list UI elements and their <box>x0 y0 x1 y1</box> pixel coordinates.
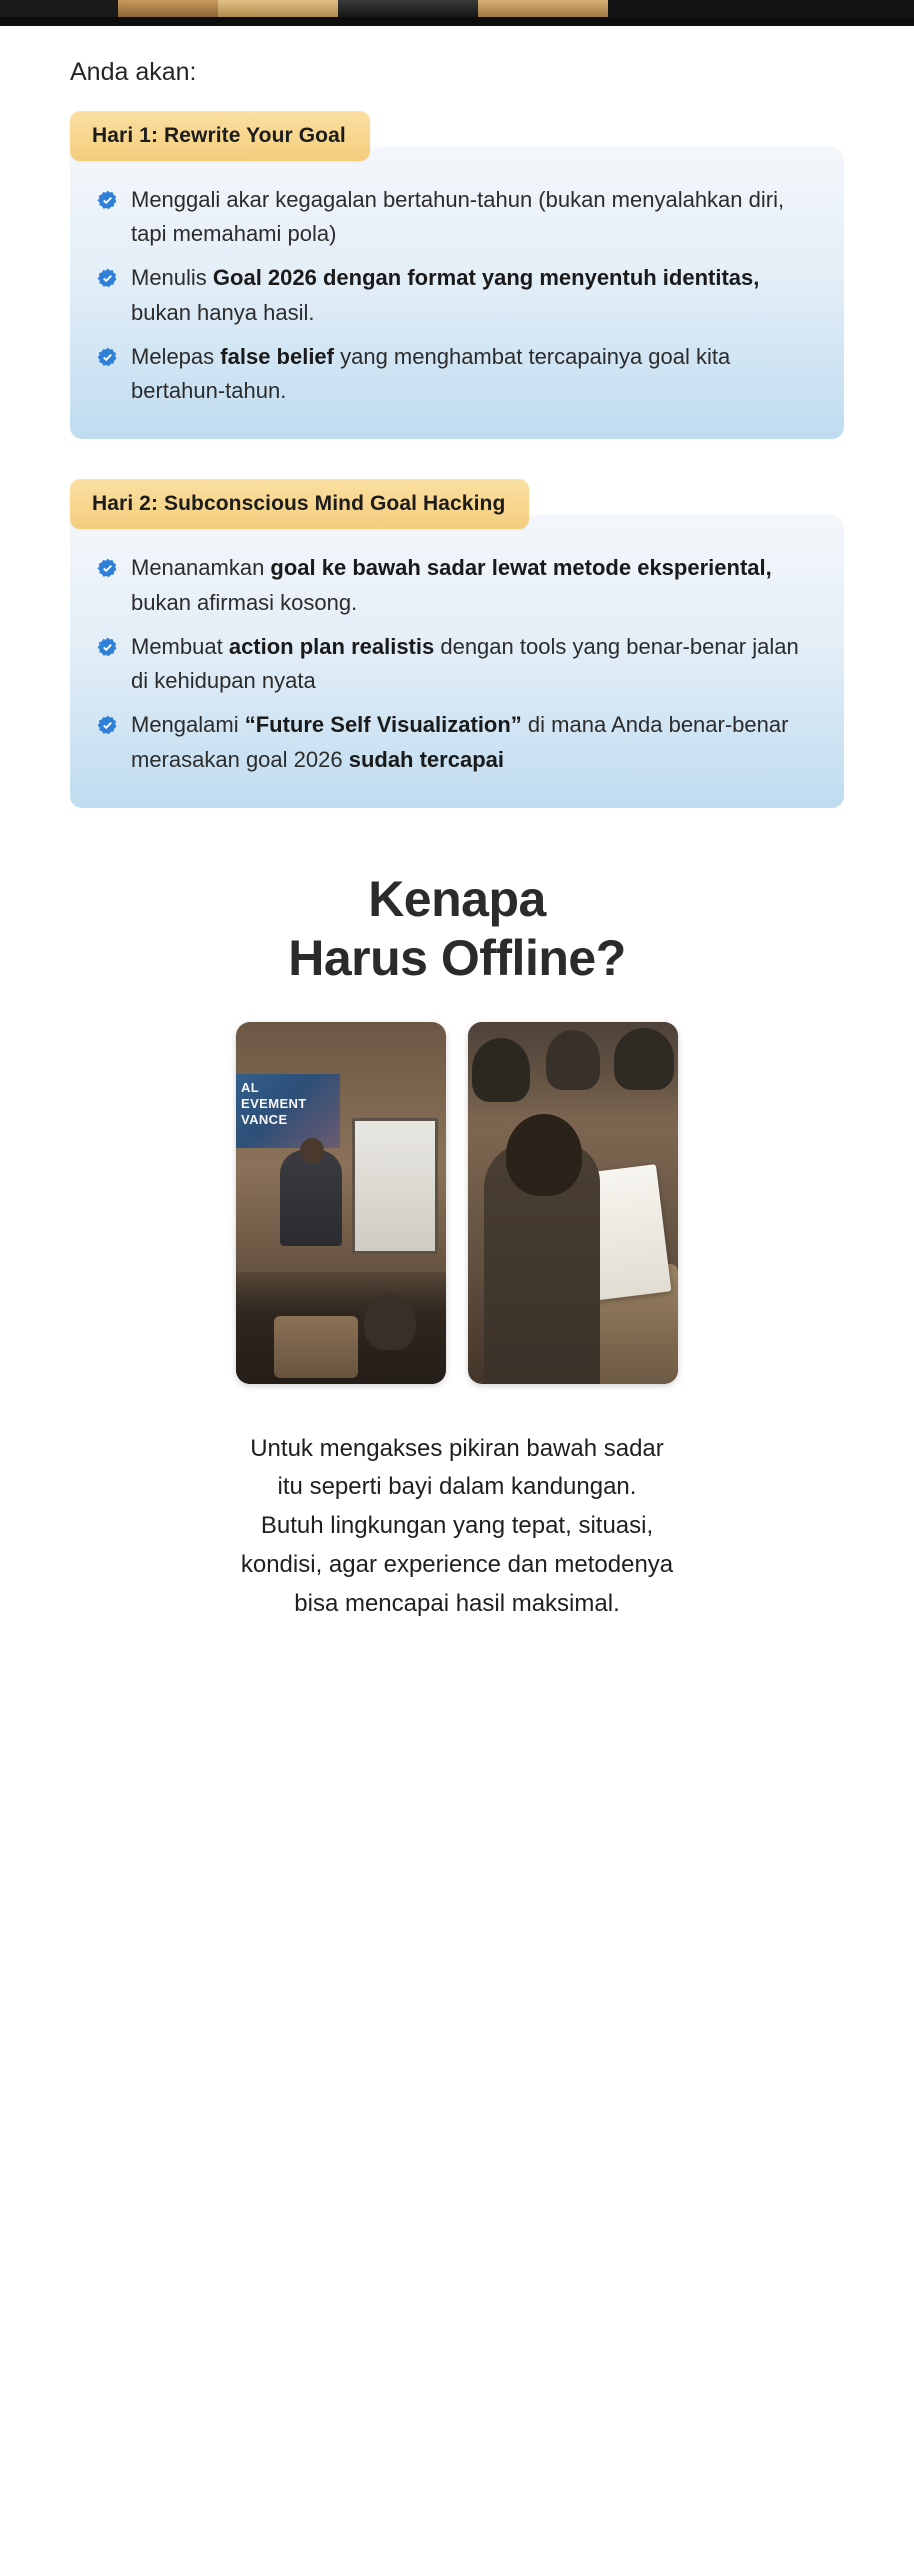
day-card-2 <box>70 515 844 808</box>
list-item <box>96 551 818 621</box>
strip-segment-6 <box>608 0 914 17</box>
photo-gallery <box>70 1022 844 1384</box>
headline-line-1: Kenapa <box>368 870 546 927</box>
closing-line-4: kondisi, agar experience dan metodenya <box>240 1551 674 1579</box>
closing-line-5: bisa mencapai hasil maksimal. <box>294 1590 620 1617</box>
strip-segment-3 <box>218 0 338 17</box>
strip-divider <box>0 17 914 26</box>
attendee-head <box>506 1114 582 1196</box>
projector-screen <box>352 1118 438 1254</box>
day-block-2 <box>70 479 844 808</box>
chair-foreground <box>274 1316 358 1378</box>
speaker-body <box>280 1150 342 1246</box>
bullet-text: Menanamkan goal ke bawah sadar lewat metode eksperiental, bukan afirmasi kosong. <box>131 555 772 615</box>
day-block-1 <box>70 111 844 440</box>
banner-line-2: EVEMENT <box>241 1095 307 1111</box>
background-person-1 <box>472 1038 530 1102</box>
background-person-2 <box>546 1030 600 1090</box>
bullet-text: Melepas false belief yang menghambat tercapainya goal kita bertahun-tahun. <box>131 343 731 404</box>
check-badge-icon <box>96 346 119 369</box>
day-badge-1: Hari 1: Rewrite Your Goal <box>70 111 370 161</box>
bullet-text: Menulis Goal 2026 dengan format yang menyentuh identitas, bukan hanya hasil. <box>131 265 760 325</box>
day-badge-2: Hari 2: Subconscious Mind Goal Hacking <box>70 479 529 529</box>
stage-banner <box>236 1074 340 1148</box>
bullet-text: Mengalami “Future Self Visualization” di mana Anda benar-benar merasakan goal 2026 sudah tercapai <box>131 712 789 772</box>
list-item <box>96 261 818 331</box>
bullet-text: Menggali akar kegagalan bertahun-tahun (bukan menyalahkan diri, tapi memahami pola) <box>131 186 785 247</box>
day-2-bullet-list <box>96 551 818 778</box>
stage-banner-text <box>236 1074 340 1135</box>
banner-line-3: VANCE <box>241 1112 288 1127</box>
list-item <box>96 630 818 700</box>
intro-lead-text: Anda akan: <box>70 58 197 86</box>
check-badge-icon <box>96 714 119 737</box>
check-badge-icon <box>96 189 119 212</box>
list-item <box>96 340 818 410</box>
closing-line-3: Butuh lingkungan yang tepat, situasi, <box>260 1512 654 1540</box>
list-item <box>96 708 818 778</box>
page-content <box>0 56 914 1694</box>
strip-segment-4 <box>338 0 478 17</box>
bullet-text: Membuat action plan realistis dengan tools yang benar-benar jalan di kehidupan nyata <box>131 633 799 694</box>
closing-line-1: Untuk mengakses pikiran bawah sadar <box>250 1434 664 1462</box>
day-1-bullet-list <box>96 183 818 410</box>
strip-segment-5 <box>478 0 608 17</box>
page-title <box>70 870 844 988</box>
check-badge-icon <box>96 636 119 659</box>
top-cropped-image-strip <box>0 0 914 26</box>
strip-segment-2 <box>118 0 218 17</box>
audience-head <box>364 1294 416 1350</box>
strip-segment-1 <box>0 0 118 17</box>
background-person-3 <box>614 1028 674 1090</box>
check-badge-icon <box>96 557 119 580</box>
headline-line-2: Harus Offline? <box>288 929 626 986</box>
closing-line-2: itu seperti bayi dalam kandungan. <box>277 1473 637 1501</box>
seminar-stage-photo <box>236 1022 446 1384</box>
list-item <box>96 183 818 253</box>
day-card-1 <box>70 147 844 440</box>
attendee-writing-photo <box>468 1022 678 1384</box>
closing-paragraph <box>70 1424 844 1694</box>
banner-line-1: AL <box>241 1079 260 1095</box>
speaker-head <box>300 1138 324 1164</box>
check-badge-icon <box>96 267 119 290</box>
